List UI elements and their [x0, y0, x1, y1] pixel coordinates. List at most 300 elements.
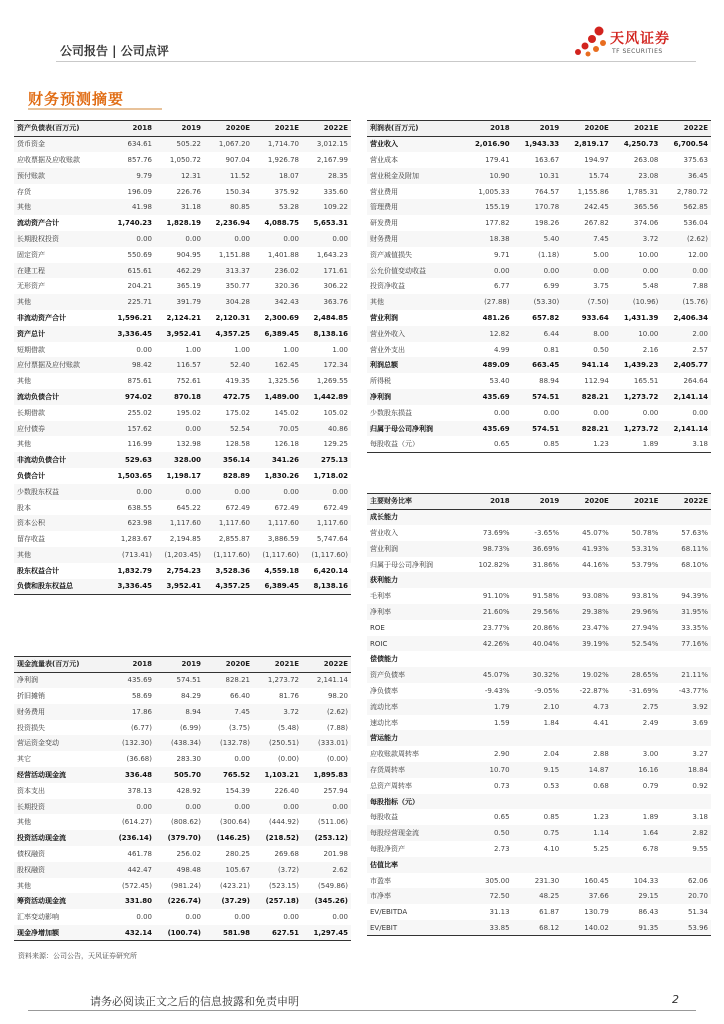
- cell-value: (253.12): [302, 830, 351, 846]
- cell-value: 1,273.72: [253, 672, 302, 688]
- row-label: 资本支出: [17, 786, 45, 795]
- cell-value: 132.98: [176, 440, 201, 449]
- cell-value: 2.49: [642, 718, 659, 727]
- row-label: 其他: [367, 294, 463, 310]
- cell-value: 1,828.19: [166, 219, 201, 228]
- cell-value: 7.45: [204, 704, 253, 720]
- cell-value: 828.89: [222, 471, 250, 480]
- cell-value: 933.64: [581, 313, 609, 322]
- table-row: [367, 620, 711, 636]
- cell-value: 0.00: [642, 408, 659, 417]
- cell-value: 765.52: [204, 767, 253, 783]
- year-header: 2022E: [661, 121, 711, 137]
- cell-value: 196.09: [127, 187, 152, 196]
- row-label: 股东权益合计: [17, 566, 59, 575]
- cell-value: 18.84: [661, 762, 711, 778]
- page-number: 2: [672, 993, 679, 1006]
- cell-value: [562, 509, 612, 525]
- cell-value: 162.45: [253, 357, 302, 373]
- cell-value: 53.28: [253, 199, 302, 215]
- cell-value: 1,273.72: [612, 421, 662, 437]
- cell-value: 2.90: [494, 750, 510, 759]
- row-label: 净利率: [367, 604, 463, 620]
- cell-value: 0.00: [513, 263, 563, 279]
- table-row: [14, 215, 351, 231]
- table-row: [14, 704, 351, 720]
- cell-value: 4,559.18: [264, 566, 299, 575]
- cell-value: 3.18: [692, 813, 708, 822]
- row-label: 投资净收益: [370, 282, 405, 291]
- table-row: [14, 846, 351, 862]
- cell-value: 1,431.39: [623, 313, 659, 322]
- cell-value: 88.94: [539, 377, 560, 386]
- row-label: 投资损失: [17, 723, 45, 732]
- cell-value: [513, 794, 563, 810]
- row-label: 资产负债率: [367, 667, 463, 683]
- table-row: [367, 168, 711, 184]
- cell-value: 21.60%: [463, 604, 513, 620]
- cell-value: -22.87%: [579, 686, 609, 695]
- cell-value: 2,780.72: [676, 187, 708, 196]
- year-header: 2019: [155, 657, 204, 673]
- cell-value: 0.00: [253, 484, 302, 500]
- cell-value: 163.67: [534, 155, 560, 164]
- cell-value: 0.00: [106, 799, 155, 815]
- cell-value: 0.00: [136, 913, 152, 922]
- cell-value: 828.21: [562, 389, 612, 405]
- cell-value: -43.77%: [678, 686, 708, 695]
- cell-value: 336.48: [106, 767, 155, 783]
- table-row: [367, 421, 711, 437]
- cell-value: 505.70: [155, 767, 204, 783]
- cell-value: (53.30): [513, 294, 563, 310]
- cell-value: 81.76: [278, 691, 299, 700]
- cell-value: 12.00: [687, 250, 708, 259]
- cell-value: 3,336.45: [106, 326, 155, 342]
- table-row: [14, 247, 351, 263]
- cell-value: 170.78: [513, 199, 563, 215]
- cell-value: 1.00: [234, 345, 250, 354]
- cell-value: 1.89: [612, 436, 662, 452]
- cell-value: (226.74): [155, 893, 204, 909]
- row-label: 负债合计: [17, 471, 45, 480]
- cell-value: (236.14): [106, 830, 155, 846]
- cell-value: 28.65%: [612, 667, 662, 683]
- logo-text-en: TF SECURITIES: [612, 48, 663, 55]
- cell-value: 23.47%: [582, 623, 609, 632]
- cell-value: 1.59: [494, 718, 510, 727]
- cell-value: (345.26): [302, 893, 351, 909]
- row-label: 偿债能力: [370, 655, 398, 664]
- cash-flow-table: [14, 656, 351, 941]
- cell-value: [612, 651, 662, 667]
- income-statement-table: [367, 120, 711, 453]
- cell-value: 130.79: [584, 908, 609, 917]
- cell-value: 0.73: [494, 781, 510, 790]
- cell-value: (10.96): [612, 294, 662, 310]
- cell-value: 2,484.85: [313, 313, 348, 322]
- cell-value: 672.49: [225, 503, 250, 512]
- cell-value: 52.54%: [612, 636, 662, 652]
- cell-value: (333.01): [302, 735, 351, 751]
- cell-value: 1.00: [332, 345, 348, 354]
- cell-value: 17.86: [106, 704, 155, 720]
- row-label: 资本公积: [14, 515, 106, 531]
- cell-value: 374.06: [633, 219, 659, 228]
- year-header: 2018: [106, 121, 155, 137]
- table-row: [367, 636, 711, 652]
- cell-value: 2.04: [543, 750, 560, 759]
- table-row: [367, 263, 711, 279]
- cell-value: [513, 509, 563, 525]
- row-label: ROIC: [367, 636, 463, 652]
- row-label: 每股收益: [370, 813, 398, 822]
- cell-value: (27.88): [463, 294, 513, 310]
- row-label: EV/EBITDA: [370, 908, 408, 917]
- cell-value: 15.74: [562, 168, 612, 184]
- cell-value: 31.95%: [661, 604, 711, 620]
- cell-value: (1,203.45): [155, 547, 204, 563]
- cell-value: 3.72: [253, 704, 302, 720]
- table-row: [14, 484, 351, 500]
- cell-value: 91.35: [612, 920, 662, 936]
- row-label: 营业费用: [370, 187, 398, 196]
- cell-value: 0.00: [283, 913, 299, 922]
- cell-value: 0.00: [562, 263, 612, 279]
- table-row: [14, 500, 351, 516]
- cell-value: [661, 794, 711, 810]
- cell-value: 255.02: [127, 408, 152, 417]
- cell-value: 20.86%: [532, 623, 560, 632]
- table-row: [367, 247, 711, 263]
- row-label: 财务费用: [367, 231, 463, 247]
- cell-value: 341.26: [253, 452, 302, 468]
- table-row: [367, 794, 711, 810]
- table-row: [14, 278, 351, 294]
- cell-value: (1.18): [538, 250, 560, 259]
- cell-value: 645.22: [176, 503, 201, 512]
- cell-value: (37.29): [204, 893, 253, 909]
- cell-value: 1,401.88: [267, 250, 299, 259]
- cell-value: 155.19: [463, 199, 513, 215]
- cell-value: 0.50: [463, 825, 513, 841]
- cell-value: (3.75): [228, 723, 250, 732]
- cell-value: 10.00: [638, 250, 659, 259]
- cell-value: (0.00): [326, 755, 348, 764]
- cell-value: 489.09: [463, 357, 513, 373]
- table-row: [367, 651, 711, 667]
- row-label: 营业外收入: [367, 326, 463, 342]
- cell-value: [463, 651, 513, 667]
- cell-value: 1,325.56: [267, 377, 299, 386]
- table-row: [14, 547, 351, 563]
- cell-value: 365.19: [176, 282, 201, 291]
- cell-value: 941.14: [562, 357, 612, 373]
- row-label: 股权融资: [14, 862, 106, 878]
- cell-value: 472.75: [204, 389, 253, 405]
- cell-value: 0.00: [302, 484, 351, 500]
- cell-value: 62.06: [687, 876, 708, 885]
- row-label: 其它: [17, 755, 31, 764]
- table-row: [367, 152, 711, 168]
- table-row: [367, 873, 711, 889]
- cell-value: 3,952.41: [155, 326, 204, 342]
- table-row: [14, 878, 351, 894]
- cell-value: 1,283.67: [120, 535, 152, 544]
- cell-value: 98.20: [327, 691, 348, 700]
- table-row: [14, 152, 351, 168]
- cell-value: 23.77%: [482, 623, 510, 632]
- cell-value: 663.45: [513, 357, 563, 373]
- row-label: 资产总计: [14, 326, 106, 342]
- cell-value: 20.70: [661, 888, 711, 904]
- row-label: 债权融资: [17, 849, 45, 858]
- row-label: 存货周转率: [367, 762, 463, 778]
- cell-value: 6.44: [513, 326, 563, 342]
- table-row: [14, 925, 351, 941]
- cell-value: (379.70): [155, 830, 204, 846]
- table-row: [367, 199, 711, 215]
- cell-value: (257.18): [253, 893, 302, 909]
- cell-value: 0.00: [155, 484, 204, 500]
- cell-value: 870.18: [155, 389, 204, 405]
- cell-value: 1,198.17: [166, 471, 201, 480]
- cell-value: 68.12: [513, 920, 563, 936]
- cell-value: 68.10%: [681, 560, 708, 569]
- cell-value: 0.79: [642, 781, 659, 790]
- cell-value: 0.00: [204, 231, 253, 247]
- cell-value: 256.02: [176, 849, 201, 858]
- cell-value: 2,405.77: [661, 357, 711, 373]
- cell-value: 0.53: [543, 781, 560, 790]
- cell-value: 435.69: [106, 672, 155, 688]
- cell-value: 0.00: [302, 231, 351, 247]
- cell-value: 36.69%: [513, 541, 563, 557]
- cell-value: 8,138.16: [302, 579, 351, 595]
- cell-value: 41.98: [106, 199, 155, 215]
- cell-value: 550.69: [127, 250, 152, 259]
- cell-value: 129.25: [323, 440, 348, 449]
- cell-value: [562, 730, 612, 746]
- cell-value: 33.35%: [681, 623, 708, 632]
- table-header-row: [367, 494, 711, 510]
- cell-value: 5.48: [642, 282, 659, 291]
- company-logo: [568, 22, 698, 62]
- cell-value: (132.30): [106, 735, 155, 751]
- cell-value: 39.19%: [562, 636, 612, 652]
- table-row: [367, 342, 711, 358]
- cell-value: 2,236.94: [215, 219, 250, 228]
- cell-value: 1,151.88: [218, 250, 250, 259]
- cell-value: [463, 794, 513, 810]
- cell-value: 3.69: [692, 718, 708, 727]
- cell-value: 41.93%: [562, 541, 612, 557]
- cell-value: 2,194.85: [169, 535, 201, 544]
- row-label: EV/EBIT: [367, 920, 463, 936]
- cell-value: 91.10%: [482, 592, 510, 601]
- row-label: 所得税: [370, 377, 391, 386]
- cell-value: 94.39%: [681, 592, 708, 601]
- cell-value: 9.15: [513, 762, 563, 778]
- cell-value: 29.56%: [513, 604, 563, 620]
- cell-value: [661, 730, 711, 746]
- cell-value: 98.73%: [463, 541, 513, 557]
- table-row: [14, 263, 351, 279]
- cell-value: 305.00: [485, 876, 510, 885]
- cell-value: 481.26: [482, 313, 510, 322]
- cell-value: 974.02: [106, 389, 155, 405]
- cell-value: 16.16: [612, 762, 662, 778]
- year-header: 2022E: [661, 494, 711, 510]
- table-row: [367, 294, 711, 310]
- cell-value: 8.94: [155, 704, 204, 720]
- row-label: 公允价值变动收益: [367, 263, 463, 279]
- cell-value: 857.76: [127, 155, 152, 164]
- table-row: [14, 468, 351, 484]
- cell-value: 3,012.15: [302, 136, 351, 152]
- cell-value: 21.11%: [661, 667, 711, 683]
- cell-value: 84.29: [180, 691, 201, 700]
- cell-value: [463, 857, 513, 873]
- table-row: [14, 373, 351, 389]
- cell-value: 306.22: [323, 282, 348, 291]
- cell-value: 1.79: [463, 699, 513, 715]
- cell-value: 116.99: [127, 440, 152, 449]
- cell-value: 0.00: [155, 799, 204, 815]
- cell-value: 6.99: [543, 282, 560, 291]
- cell-value: -3.65%: [534, 528, 560, 537]
- table-title: 资产负债表(百万元): [14, 121, 106, 137]
- cell-value: 201.98: [323, 849, 348, 858]
- cell-value: 536.04: [683, 219, 708, 228]
- row-label: 货币资金: [14, 136, 106, 152]
- cell-value: 1.23: [562, 436, 612, 452]
- year-header: 2020E: [204, 121, 253, 137]
- source-note: 资料来源：公司公告，天风证券研究所: [18, 952, 137, 960]
- cell-value: 0.75: [513, 825, 563, 841]
- cell-value: 2,141.14: [661, 421, 711, 437]
- cell-value: 5.25: [593, 844, 609, 853]
- cell-value: 80.85: [204, 199, 253, 215]
- row-label: 成长能力: [367, 509, 463, 525]
- cell-value: 3.27: [692, 750, 708, 759]
- year-header: 2019: [513, 121, 563, 137]
- cell-value: 225.71: [106, 294, 155, 310]
- table-row: [367, 278, 711, 294]
- row-label: 经营活动现金流: [14, 767, 106, 783]
- cell-value: 1,155.86: [577, 187, 609, 196]
- cell-value: 23.08: [612, 168, 662, 184]
- section-title: 财务预测摘要: [28, 90, 125, 108]
- cell-value: 1,103.21: [253, 767, 302, 783]
- cell-value: 435.69: [463, 421, 513, 437]
- cell-value: 52.40: [204, 357, 253, 373]
- cell-value: 126.18: [274, 440, 299, 449]
- table-row: [14, 184, 351, 200]
- table-row: [367, 557, 711, 573]
- cell-value: 11.52: [204, 168, 253, 184]
- table-row: [367, 215, 711, 231]
- cell-value: 3.00: [642, 750, 659, 759]
- year-header: 2022E: [302, 121, 351, 137]
- cell-value: 2,406.34: [673, 313, 708, 322]
- cell-value: 4,357.25: [204, 579, 253, 595]
- cell-value: (15.76): [661, 294, 711, 310]
- cell-value: 195.02: [176, 408, 201, 417]
- cell-value: 1,830.26: [264, 471, 299, 480]
- year-header: 2020E: [562, 494, 612, 510]
- cell-value: 331.80: [106, 893, 155, 909]
- row-label: 筹资活动现金流: [14, 893, 106, 909]
- table-row: [14, 326, 351, 342]
- cell-value: 1.23: [593, 813, 609, 822]
- cell-value: [463, 509, 513, 525]
- row-label: 短期借款: [17, 345, 45, 354]
- row-label: 应收账款周转率: [370, 750, 419, 759]
- row-label: 其他: [17, 818, 31, 827]
- cell-value: 263.08: [633, 155, 659, 164]
- row-label: 资产减值损失: [370, 250, 412, 259]
- cell-value: [562, 857, 612, 873]
- cell-value: [513, 651, 563, 667]
- report-type: 公司报告 | 公司点评: [60, 44, 169, 58]
- cell-value: 42.26%: [463, 636, 513, 652]
- cell-value: 109.22: [302, 199, 351, 215]
- row-label: 获利能力: [367, 572, 463, 588]
- cell-value: 53.79%: [631, 560, 659, 569]
- table-row: [14, 751, 351, 767]
- cell-value: 356.14: [204, 452, 253, 468]
- cell-value: 0.00: [593, 408, 609, 417]
- cell-value: 1,895.83: [302, 767, 351, 783]
- row-label: 估值比率: [367, 857, 463, 873]
- cell-value: 53.40: [489, 377, 510, 386]
- cell-value: 0.00: [253, 231, 302, 247]
- cell-value: 2.57: [692, 345, 708, 354]
- table-row: [367, 730, 711, 746]
- cell-value: 462.29: [155, 263, 204, 279]
- table-row: [14, 294, 351, 310]
- cell-value: [612, 572, 662, 588]
- cell-value: 10.90: [463, 168, 513, 184]
- cell-value: (300.64): [220, 818, 250, 827]
- footer-disclaimer: 请务必阅读正文之后的信息披露和免责申明: [90, 995, 299, 1008]
- cell-value: 365.56: [612, 199, 662, 215]
- row-label: 毛利率: [370, 592, 391, 601]
- cell-value: 154.39: [225, 786, 250, 795]
- row-label: 流动资产合计: [17, 219, 59, 228]
- cell-value: 98.42: [106, 357, 155, 373]
- cell-value: 257.94: [323, 786, 348, 795]
- row-label: 少数股东权益: [14, 484, 106, 500]
- cell-value: 31.18: [155, 199, 204, 215]
- cell-value: 529.63: [106, 452, 155, 468]
- cell-value: 2.62: [302, 862, 351, 878]
- cell-value: 198.26: [534, 219, 560, 228]
- cell-value: 177.82: [485, 219, 510, 228]
- cell-value: [661, 857, 711, 873]
- table-header-row: [14, 121, 351, 137]
- cell-value: [661, 509, 711, 525]
- cell-value: (1,117.60): [302, 547, 351, 563]
- row-label: 每股经营现金流: [367, 825, 463, 841]
- row-label: 长期股权投资: [14, 231, 106, 247]
- cell-value: [612, 730, 662, 746]
- cell-value: 1,117.60: [253, 515, 302, 531]
- cell-value: (444.92): [269, 818, 299, 827]
- cell-value: 267.82: [584, 219, 609, 228]
- cell-value: 615.61: [106, 263, 155, 279]
